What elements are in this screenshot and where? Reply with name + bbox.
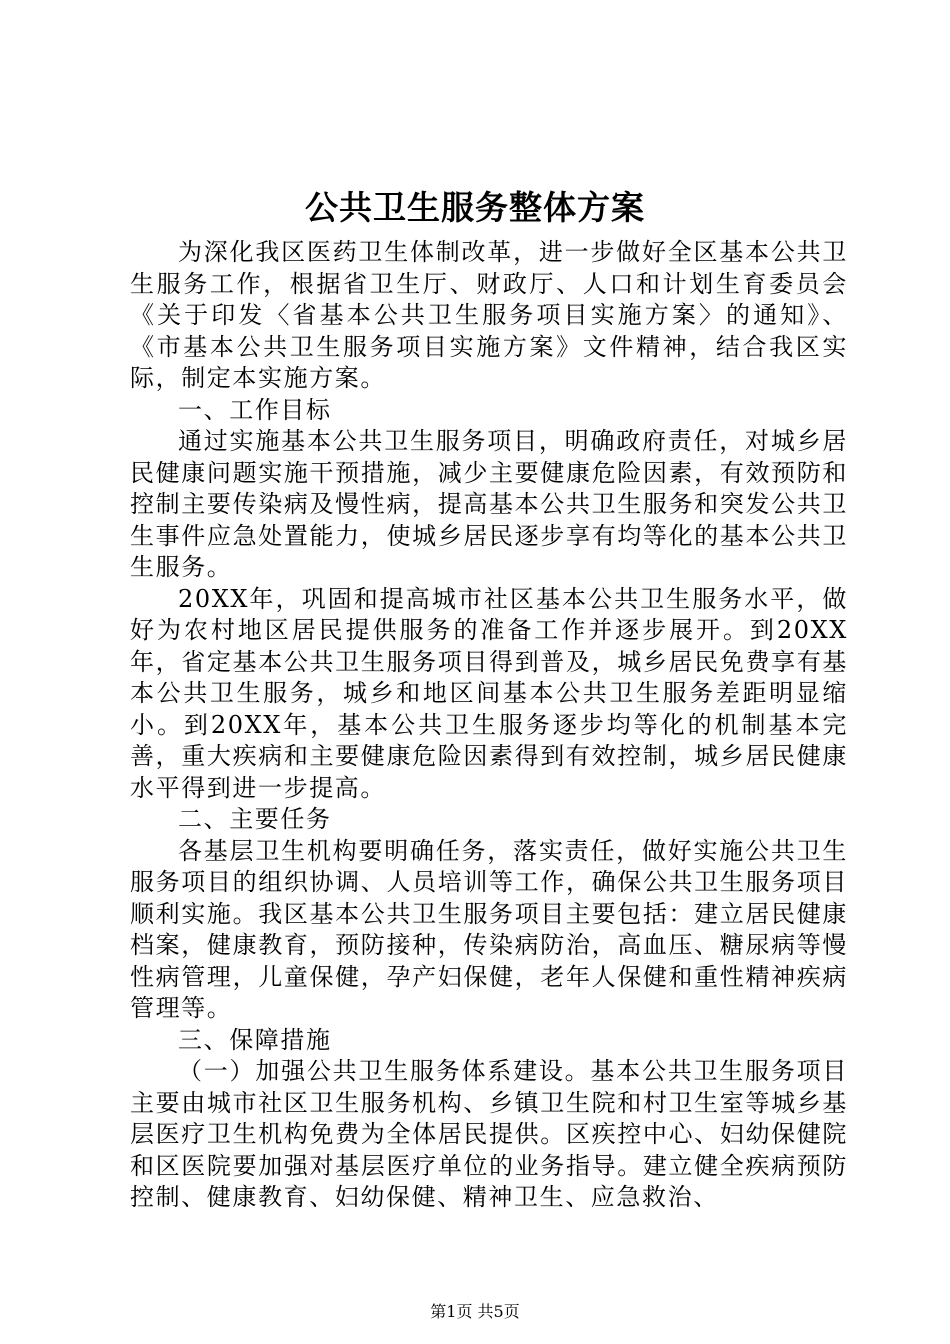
document-body <box>130 237 848 1214</box>
paragraph-intro: 为深化我区医药卫生体制改革，进一步做好全区基本公共卫生服务工作，根据省卫生厅、财政厅、人口和计划生育委员会《关于印发〈省基本公共卫生服务项目实施方案〉的通知》、《市基本公共卫生服务项目实施方案》文件精神，结合我区实际，制定本实施方案。 <box>130 238 848 392</box>
heading-work-goals: 一、工作目标 <box>178 395 332 424</box>
paragraph-safeguard-1: （一）加强公共卫生服务体系建设。基本公共卫生服务项目主要由城市社区卫生服务机构、乡镇卫生院和村卫生室等城乡基层医疗卫生机构免费为全体居民提供。区疾控中心、妇幼保健院和区医院要加强对基层医疗单位的业务指导。建立健全疾病预防控制、健康教育、妇幼保健、精神卫生、应急救治、 <box>130 1057 848 1211</box>
paragraph-timeline: 20XX年，巩固和提高城市社区基本公共卫生服务水平，做好为农村地区居民提供服务的准备工作并逐步展开。到20XX年，省定基本公共卫生服务项目得到普及，城乡居民免费享有基本公共卫生服务，城乡和地区间基本公共卫生服务差距明显缩小。到20XX年，基本公共卫生服务逐步均等化的机制基本完善，重大疾病和主要健康危险因素得到有效控制，城乡居民健康水平得到进一步提高。 <box>130 584 848 802</box>
heading-safeguards: 三、保障措施 <box>178 1025 332 1054</box>
document-title: 公共卫生服务整体方案 <box>305 188 645 227</box>
paragraph-goals: 通过实施基本公共卫生服务项目，明确政府责任，对城乡居民健康问题实施干预措施，减少主要健康危险因素，有效预防和控制主要传染病及慢性病，提高基本公共卫生服务和突发公共卫生事件应急处置能力，使城乡居民逐步享有均等化的基本公共卫生服务。 <box>130 427 848 581</box>
paragraph-tasks: 各基层卫生机构要明确任务，落实责任，做好实施公共卫生服务项目的组织协调、人员培训等工作，确保公共卫生服务项目顺利实施。我区基本公共卫生服务项目主要包括：建立居民健康档案，健康教育，预防接种，传染病防治，高血压、糖尿病等慢性病管理，儿童保健，孕产妇保健，老年人保健和重性精神疾病管理等。 <box>130 836 848 1022</box>
page-footer: 第1页 共5页 <box>430 1302 520 1321</box>
heading-main-tasks: 二、主要任务 <box>178 805 332 833</box>
